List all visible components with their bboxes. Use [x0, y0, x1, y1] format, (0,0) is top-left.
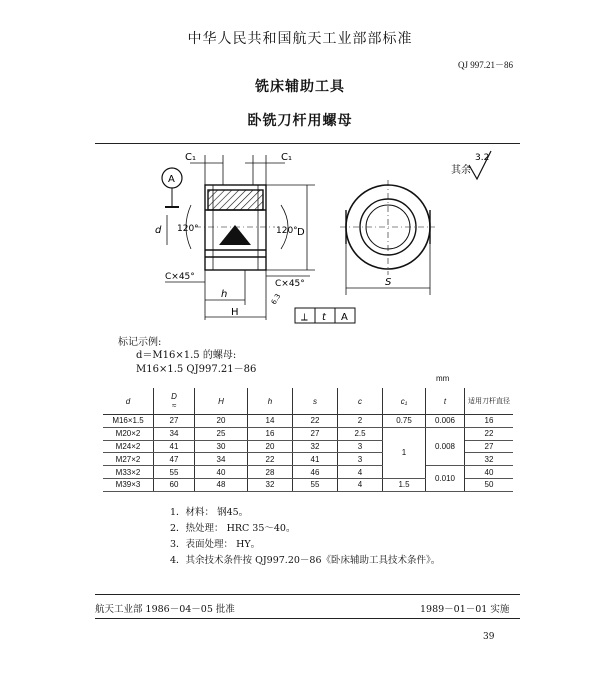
header-s: s [293, 388, 338, 415]
header-h: h [248, 388, 293, 415]
chamfer-left: C×45° [165, 272, 195, 282]
dimension-table [103, 388, 513, 492]
table-row: M24×2 41 30 20 32 3 27 [103, 440, 513, 453]
note-4: 4．其余技术条件按 QJ997.20－86《卧床辅助工具技术条件》。 [170, 555, 441, 566]
footer-rule [95, 594, 520, 595]
technical-drawing [135, 145, 520, 330]
standard-title: 中华人民共和国航天工业部部标准 [187, 31, 413, 47]
chamfer-right: C×45° [275, 279, 305, 289]
table-row: M27×2 47 34 22 41 3 32 [103, 453, 513, 466]
marking-line2: M16×1.5 QJ997.21－86 [136, 364, 257, 375]
standard-number: QJ 997.21－86 [458, 60, 514, 70]
part-name-title: 卧铣刀杆用螺母 [247, 113, 353, 129]
dim-c1-left: C₁ [185, 152, 196, 163]
header-c: c [338, 388, 383, 415]
marking-line1: d＝M16×1.5 的螺母: [136, 350, 237, 361]
table-row: M16×1.5 27 20 14 22 2 0.75 0.006 16 [103, 415, 513, 428]
roughness-other-label: 其余 [451, 165, 471, 176]
datum-a-marker [162, 168, 182, 207]
dim-D-label: D [297, 227, 305, 238]
tolerance-symbol: ⟂ [301, 312, 308, 323]
header-c1: c₁ [383, 388, 426, 415]
footer-bottom-rule [95, 618, 520, 619]
marking-label: 标记示例: [118, 337, 162, 348]
table-row: M20×2 34 25 16 27 2.5 1 0.008 22 [103, 427, 513, 440]
implementation-text: 1989－01－01 实施 [420, 604, 510, 615]
datum-label: A [168, 174, 175, 185]
header-D: D ≈ [154, 388, 195, 415]
tolerance-datum: A [341, 312, 348, 323]
unit-label: mm [436, 374, 450, 383]
dim-h-label: h [221, 289, 228, 300]
angle-right: 120° [276, 226, 298, 236]
roughness-other-value: 3.2 [475, 153, 490, 163]
angle-left: 120° [177, 224, 199, 234]
technical-notes [170, 505, 440, 569]
note-1: 1．材料： 钢45。 [170, 507, 249, 518]
approval-text: 航天工业部 1986－04－05 批准 [95, 604, 235, 615]
header-H: H [195, 388, 248, 415]
header-applicable: 适用刀杆直径 [465, 388, 514, 415]
tolerance-frame [295, 308, 355, 323]
page-number: 39 [483, 632, 495, 642]
dim-H-label: H [231, 307, 239, 318]
table-row: M39×3 60 48 32 55 4 1.5 50 [103, 478, 513, 491]
roughness-face: 6.3 [269, 292, 283, 306]
tolerance-value: t [322, 312, 326, 323]
header-rule [95, 143, 520, 144]
nut-hatched-section [208, 190, 263, 210]
category-title: 铣床辅助工具 [255, 79, 345, 95]
dim-s-label: S [385, 277, 392, 288]
dim-d-label: d [155, 225, 162, 236]
note-2: 2．热处理： HRC 35～40。 [170, 523, 296, 534]
dim-c1-right: C₁ [281, 152, 292, 163]
thread-cone [219, 225, 251, 245]
side-view [195, 185, 275, 270]
c1-dimensions [190, 155, 285, 185]
table-row: M33×2 55 40 28 46 4 0.010 40 [103, 466, 513, 479]
header-t: t [426, 388, 465, 415]
table-header-row [103, 388, 513, 415]
header-d: d [103, 388, 154, 415]
note-3: 3．表面处理： HY。 [170, 539, 261, 550]
